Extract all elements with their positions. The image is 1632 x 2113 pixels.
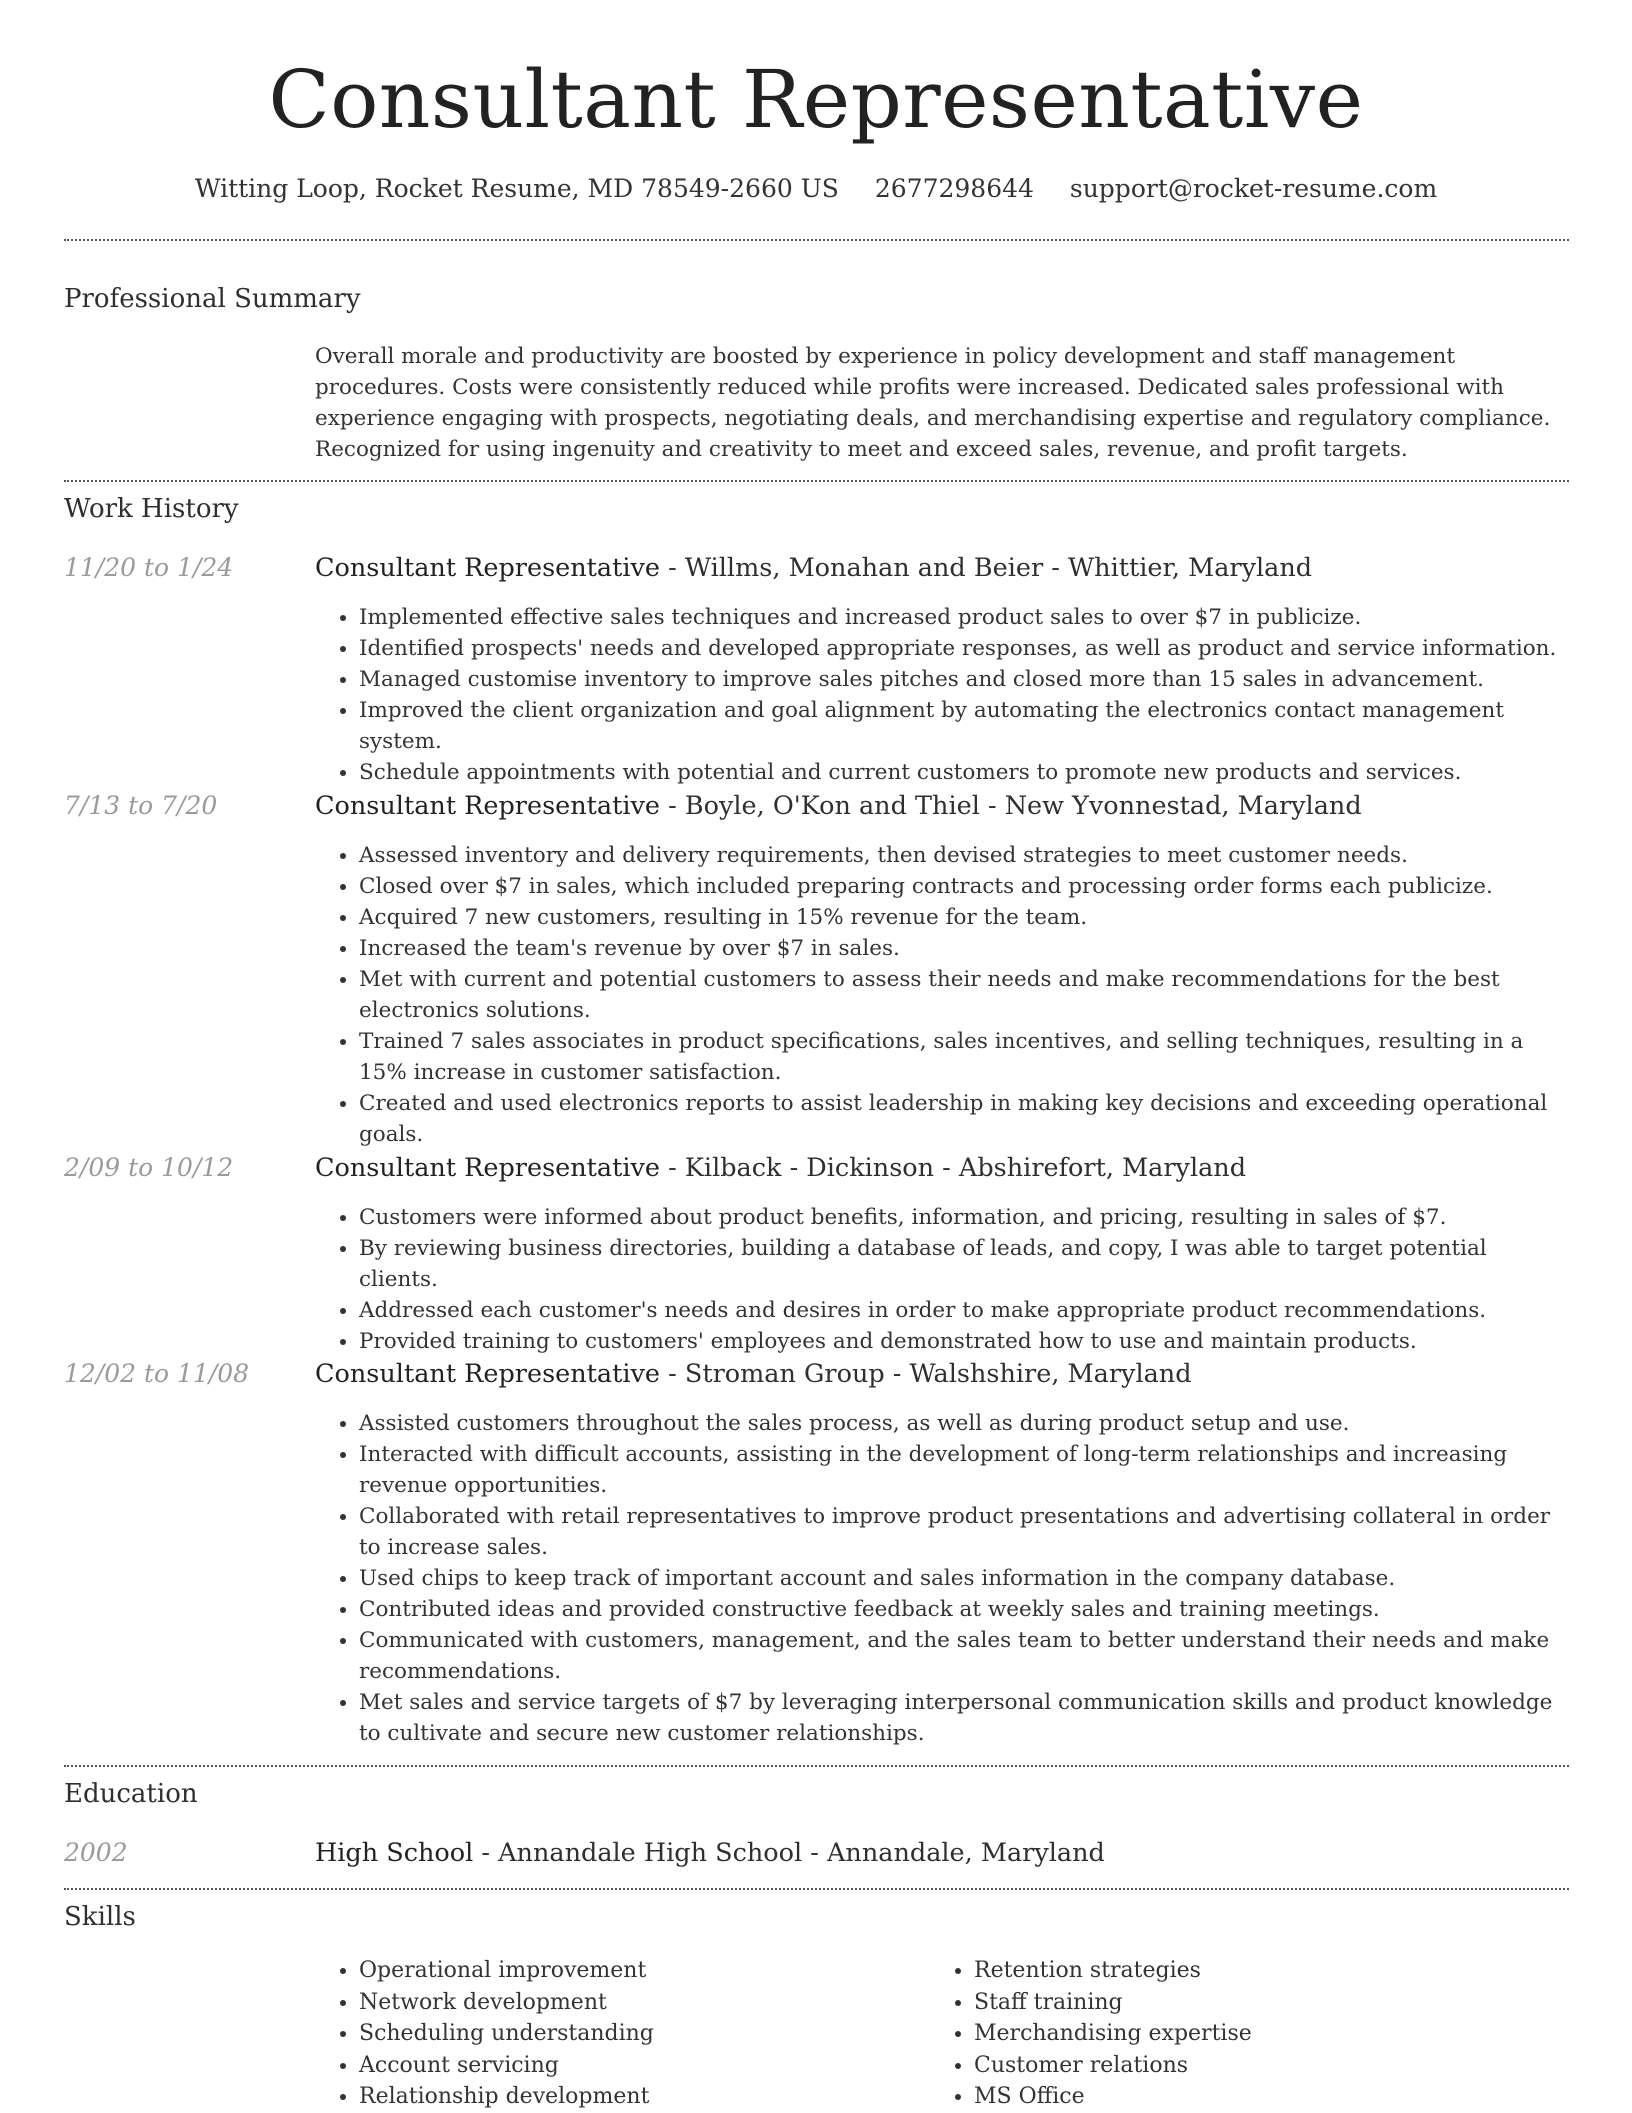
- summary-text: Overall morale and productivity are boosted by experience in policy development and staff management procedures. Costs were consistently reduced while profits were increased. Dedicated sales professional with experience engaging with prospects, negotiating deals, and merchandising expertise and regulatory compliance. Recognized for using ingenuity and creativity to meet and exceed sales, revenue, and profit targets.: [315, 344, 1551, 462]
- list-item: • By reviewing business directories, building a database of leads, and copy, I was able to target potential clients.: [359, 1233, 1570, 1295]
- education-date: 2002: [64, 1838, 128, 1867]
- divider: [64, 1765, 1569, 1767]
- job-title: [315, 551, 1312, 585]
- job-title: [315, 789, 1362, 823]
- list-item: • Scheduling understanding: [359, 2018, 875, 2050]
- list-item: • Closed over $7 in sales, which included preparing contracts and processing order forms each publicize.: [359, 871, 1570, 902]
- education-school: - Annandale High School - Annandale, Maryland: [473, 1838, 1105, 1868]
- list-item: • Relationship development: [359, 2081, 875, 2113]
- skills-list-left: [315, 1955, 875, 2113]
- list-item: • Assisted customers throughout the sales process, as well as during product setup and use.: [359, 1408, 1570, 1439]
- list-item: • Improved the client organization and goal alignment by automating the electronics contact management system.: [359, 695, 1570, 757]
- list-item: • Increased the team's revenue by over $7 in sales.: [359, 933, 1570, 964]
- job-date: 12/02 to 11/08: [64, 1359, 250, 1388]
- list-item: • Provided training to customers' employees and demonstrated how to use and maintain products.: [359, 1326, 1570, 1357]
- list-item: • Customer relations: [974, 2050, 1490, 2082]
- list-item: • Assessed inventory and delivery requirements, then devised strategies to meet customer needs.: [359, 840, 1570, 871]
- section-title-education: Education: [64, 1779, 198, 1809]
- education-degree: High School: [315, 1838, 474, 1868]
- list-item: • Collaborated with retail representatives to improve product presentations and advertising collateral in order to increase sales.: [359, 1501, 1570, 1563]
- job-role: Consultant Representative: [315, 791, 661, 821]
- list-item: • Trained 7 sales associates in product specifications, sales incentives, and selling techniques, resulting in a 15% increase in customer satisfaction.: [359, 1026, 1570, 1088]
- list-item: • Schedule appointments with potential and current customers to promote new products and services.: [359, 757, 1570, 788]
- job-role: Consultant Representative: [315, 1359, 661, 1389]
- list-item: • Acquired 7 new customers, resulting in 15% revenue for the team.: [359, 902, 1570, 933]
- section-title-summary: Professional Summary: [64, 284, 361, 314]
- list-item: • Addressed each customer's needs and desires in order to make appropriate product recommendations.: [359, 1295, 1570, 1326]
- contact-email: support@rocket-resume.com: [1069, 174, 1438, 203]
- list-item: • Used chips to keep track of important account and sales information in the company database.: [359, 1563, 1570, 1594]
- contact-phone: 2677298644: [874, 174, 1034, 203]
- list-item: • Identified prospects' needs and developed appropriate responses, as well as product and service information.: [359, 633, 1570, 664]
- section-title-skills: Skills: [64, 1902, 136, 1932]
- list-item: • Communicated with customers, management, and the sales team to better understand their needs and make recommendations.: [359, 1625, 1570, 1687]
- job-date: 7/13 to 7/20: [64, 791, 218, 820]
- job-title: [315, 1151, 1246, 1185]
- job-employer: - Willms, Monahan and Beier - Whittier, Maryland: [660, 553, 1313, 583]
- list-item: • Operational improvement: [359, 1955, 875, 1987]
- list-item: • Merchandising expertise: [974, 2018, 1490, 2050]
- list-item: • Staff training: [974, 1987, 1490, 2019]
- list-item: • Contributed ideas and provided constructive feedback at weekly sales and training meetings.: [359, 1594, 1570, 1625]
- job-title: [315, 1357, 1192, 1391]
- job-date: 11/20 to 1/24: [64, 553, 234, 582]
- skills-list-right: [930, 1955, 1490, 2113]
- divider: [64, 1888, 1569, 1890]
- list-item: • Implemented effective sales techniques and increased product sales to over $7 in publicize.: [359, 602, 1570, 633]
- job-role: Consultant Representative: [315, 553, 661, 583]
- list-item: • Created and used electronics reports to assist leadership in making key decisions and exceeding operational goals.: [359, 1088, 1570, 1150]
- job-bullets: [315, 602, 1570, 788]
- job-bullets: [315, 1202, 1570, 1357]
- job-employer: - Stroman Group - Walshshire, Maryland: [660, 1359, 1192, 1389]
- list-item: • MS Office: [974, 2081, 1490, 2113]
- job-employer: - Kilback - Dickinson - Abshirefort, Maryland: [660, 1153, 1247, 1183]
- divider: [64, 239, 1569, 241]
- candidate-name: Consultant Representative: [268, 53, 1364, 146]
- job-role: Consultant Representative: [315, 1153, 661, 1183]
- list-item: • Account servicing: [359, 2050, 875, 2082]
- job-date: 2/09 to 10/12: [64, 1153, 234, 1182]
- section-title-work: Work History: [64, 494, 239, 524]
- list-item: • Network development: [359, 1987, 875, 2019]
- education-title: [315, 1836, 1105, 1870]
- divider: [64, 480, 1569, 482]
- contact-address: Witting Loop, Rocket Resume, MD 78549-2660 US: [194, 174, 839, 203]
- job-bullets: [315, 840, 1570, 1150]
- job-bullets: [315, 1408, 1570, 1749]
- list-item: • Interacted with difficult accounts, assisting in the development of long-term relationships and increasing revenue opportunities.: [359, 1439, 1570, 1501]
- list-item: • Managed customise inventory to improve sales pitches and closed more than 15 sales in advancement.: [359, 664, 1570, 695]
- list-item: • Customers were informed about product benefits, information, and pricing, resulting in sales of $7.: [359, 1202, 1570, 1233]
- job-employer: - Boyle, O'Kon and Thiel - New Yvonnestad, Maryland: [660, 791, 1362, 821]
- contact-line: [0, 172, 1632, 206]
- list-item: • Met sales and service targets of $7 by leveraging interpersonal communication skills and product knowledge to cultivate and secure new customer relationships.: [359, 1687, 1570, 1749]
- list-item: • Retention strategies: [974, 1955, 1490, 1987]
- list-item: • Met with current and potential customers to assess their needs and make recommendations for the best electronics solutions.: [359, 964, 1570, 1026]
